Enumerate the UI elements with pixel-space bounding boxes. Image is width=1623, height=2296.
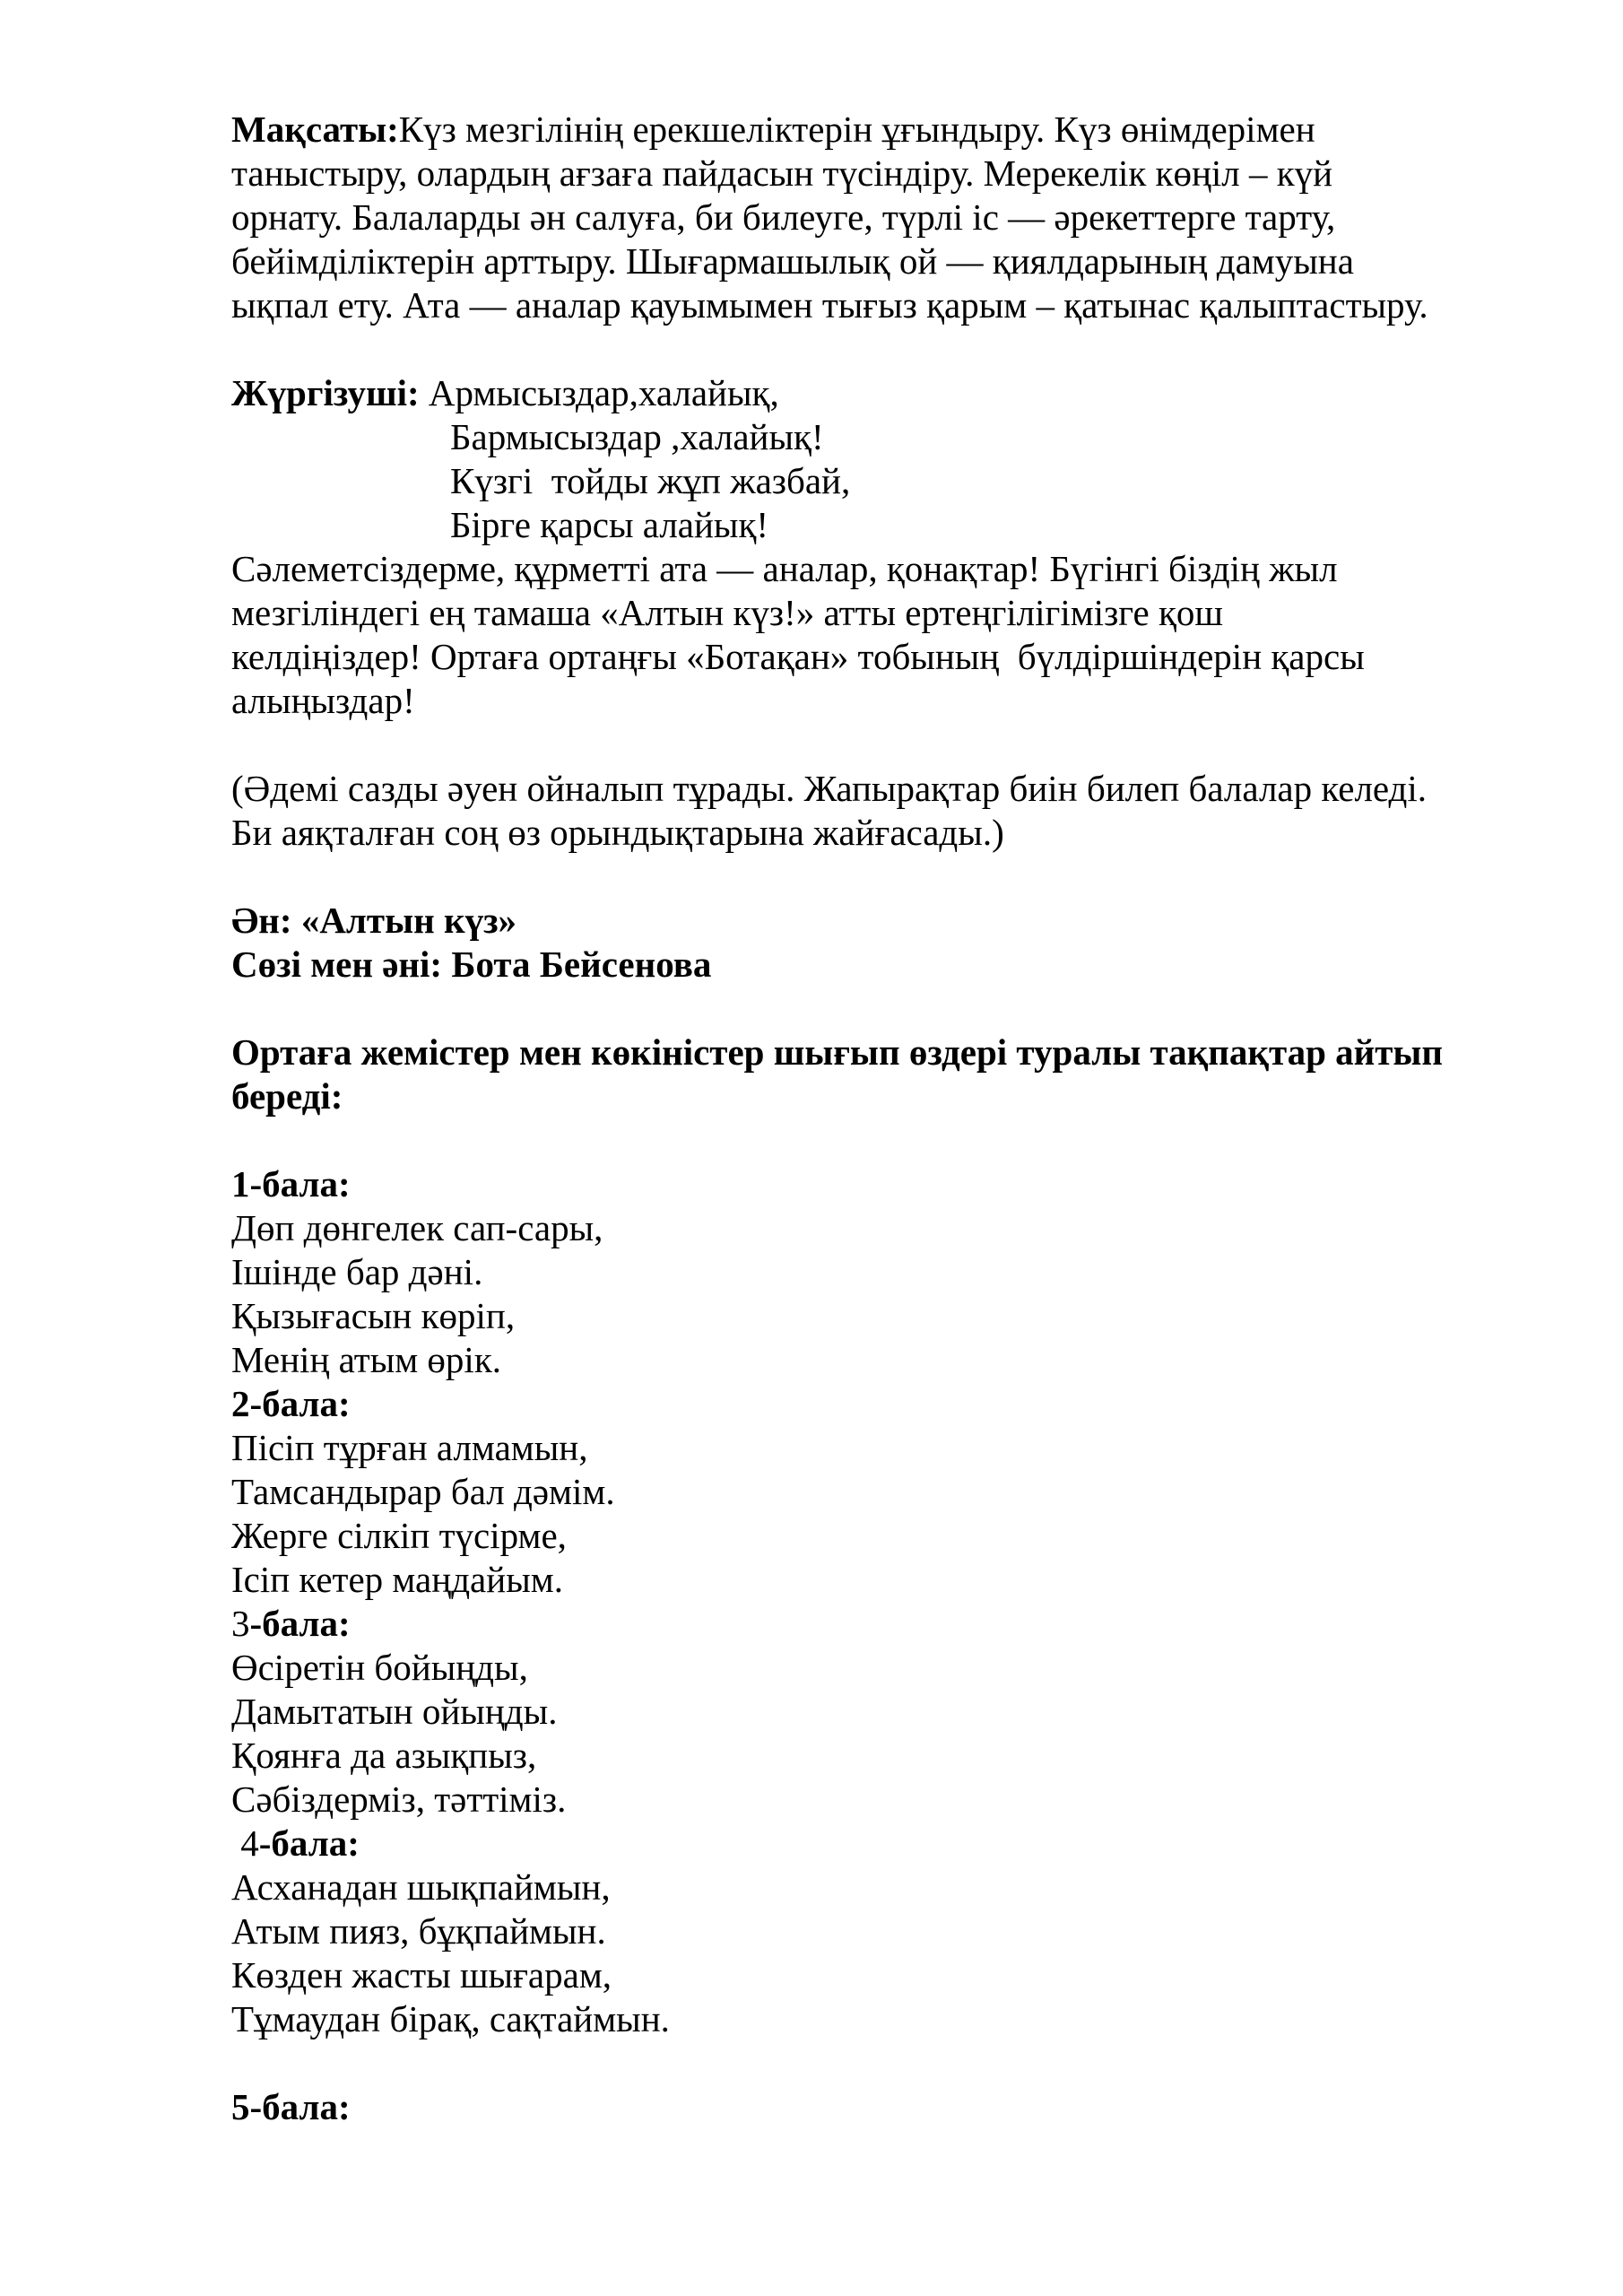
text-line bbox=[231, 1514, 1558, 1558]
line-text: Асханадан шықпаймын, bbox=[231, 1866, 611, 1908]
text-line bbox=[231, 635, 1558, 679]
text-line bbox=[231, 1250, 1558, 1294]
bold-label: береді: bbox=[231, 1075, 343, 1117]
text-line bbox=[231, 1866, 1558, 1909]
line-prefix: 4 bbox=[231, 1822, 259, 1864]
text-line bbox=[231, 1558, 1558, 1602]
line-text: алыңыздар! bbox=[231, 680, 415, 721]
text-line bbox=[231, 1953, 1558, 1997]
bold-label: 1-бала: bbox=[231, 1163, 351, 1205]
line-text: Тұмаудан бірақ, сақтаймын. bbox=[231, 1998, 670, 2039]
blank-line bbox=[231, 2041, 1558, 2085]
bold-label: 2-бала: bbox=[231, 1383, 351, 1424]
line-text: Ішінде бар дәні. bbox=[231, 1251, 483, 1292]
text-line bbox=[231, 1822, 1558, 1866]
text-line bbox=[231, 1602, 1558, 1646]
line-text: Сәбіздерміз, тәттіміз. bbox=[231, 1779, 567, 1820]
line-text: Дөп дөнгелек сап-сары, bbox=[231, 1207, 603, 1248]
bold-label: -бала: bbox=[249, 1603, 351, 1644]
blank-line bbox=[231, 327, 1558, 371]
text-line bbox=[231, 239, 1558, 283]
text-line bbox=[231, 679, 1558, 723]
line-text: Армысыздар,халайық, bbox=[419, 372, 779, 413]
text-line bbox=[231, 1162, 1558, 1206]
line-text: Қызығасын көріп, bbox=[231, 1295, 516, 1336]
text-line bbox=[231, 459, 1558, 503]
line-text: Бірге қарсы алайық! bbox=[450, 504, 769, 545]
text-line bbox=[231, 1031, 1558, 1074]
bold-label: Мақсаты: bbox=[231, 109, 399, 150]
text-line bbox=[231, 1909, 1558, 1953]
text-line bbox=[231, 547, 1558, 591]
text-line bbox=[231, 767, 1558, 811]
text-line bbox=[231, 1470, 1558, 1514]
text-line bbox=[231, 1074, 1558, 1118]
line-text: Бармысыздар ,халайық! bbox=[450, 416, 824, 457]
text-line bbox=[231, 2085, 1558, 2129]
blank-line bbox=[231, 723, 1558, 767]
line-text: орнату. Балаларды ән салуға, би билеуге, түрлі іс — әрекеттерге тарту, bbox=[231, 196, 1336, 238]
line-text: бейімділіктерін арттыру. Шығармашылық ой — қиялдарының дамуына bbox=[231, 240, 1354, 282]
line-text: Күзгі тойды жұп жазбай, bbox=[450, 460, 851, 501]
text-line bbox=[231, 591, 1558, 635]
line-prefix: 3 bbox=[231, 1603, 250, 1644]
line-text: Би аяқталған соң өз орындықтарына жайғасады.) bbox=[231, 812, 1004, 853]
blank-line bbox=[231, 1118, 1558, 1162]
line-text: Сәлеметсіздерме, құрметті ата — аналар, қонақтар! Бүгінгі біздің жыл bbox=[231, 548, 1338, 589]
text-line bbox=[231, 196, 1558, 239]
text-line bbox=[231, 943, 1558, 987]
line-text: Дамытатын ойыңды. bbox=[231, 1691, 558, 1732]
bold-label: -бала: bbox=[258, 1822, 360, 1864]
line-text: Жерге сілкіп түсірме, bbox=[231, 1515, 567, 1556]
text-line bbox=[231, 1338, 1558, 1382]
text-line bbox=[231, 283, 1558, 327]
text-line bbox=[231, 1206, 1558, 1250]
bold-label: 5-бала: bbox=[231, 2086, 351, 2127]
line-text: ықпал ету. Ата — аналар қауымымен тығыз қарым – қатынас қалыптастыру. bbox=[231, 284, 1428, 326]
text-line bbox=[231, 811, 1558, 855]
text-line bbox=[231, 415, 1558, 459]
text-line bbox=[231, 1294, 1558, 1338]
line-text: Қоянға да азықпыз, bbox=[231, 1735, 537, 1776]
text-line bbox=[231, 1690, 1558, 1734]
line-text: (Әдемі сазды әуен ойналып тұрады. Жапырақтар биін билеп балалар келеді. bbox=[231, 768, 1428, 809]
line-text: келдіңіздер! Ортаға ортаңғы «Ботақан» тобының бүлдіршіндерін қарсы bbox=[231, 636, 1365, 677]
bold-label: Ән: «Алтын күз» bbox=[231, 900, 517, 941]
text-line bbox=[231, 152, 1558, 196]
line-text: Тамсандырар бал дәмім. bbox=[231, 1471, 615, 1512]
text-line bbox=[231, 108, 1558, 152]
document-page bbox=[231, 108, 1558, 2129]
text-line bbox=[231, 503, 1558, 547]
bold-label: Жүргізуші: bbox=[231, 372, 420, 413]
bold-label: Сөзі мен әні: Бота Бейсенова bbox=[231, 944, 712, 985]
line-text: Ісіп кетер маңдайым. bbox=[231, 1559, 563, 1600]
line-text: Күз мезгілінің ерекшеліктерін ұғындыру. Күз өнімдерімен bbox=[398, 109, 1315, 150]
text-line bbox=[231, 1734, 1558, 1778]
text-line bbox=[231, 1646, 1558, 1690]
text-line bbox=[231, 371, 1558, 415]
bold-label: Ортаға жемістер мен көкіністер шығып өздері туралы тақпақтар айтып bbox=[231, 1031, 1444, 1073]
line-text: Менің атым өрік. bbox=[231, 1339, 501, 1380]
line-text: Пісіп тұрған алмамын, bbox=[231, 1427, 588, 1468]
text-line bbox=[231, 1778, 1558, 1822]
line-text: Атым пияз, бұқпаймын. bbox=[231, 1910, 606, 1952]
line-text: таныстыру, олардың ағзаға пайдасын түсіндіру. Мерекелік көңіл – күй bbox=[231, 152, 1333, 194]
blank-line bbox=[231, 987, 1558, 1031]
line-text: Өсіретін бойыңды, bbox=[231, 1647, 528, 1688]
line-text: Көзден жасты шығарам, bbox=[231, 1954, 612, 1996]
blank-line bbox=[231, 855, 1558, 899]
text-line bbox=[231, 899, 1558, 943]
line-text: мезгіліндегі ең тамаша «Алтын күз!» атты ертеңгілігімізге қош bbox=[231, 592, 1223, 633]
text-line bbox=[231, 1426, 1558, 1470]
text-line bbox=[231, 1382, 1558, 1426]
text-line bbox=[231, 1997, 1558, 2041]
